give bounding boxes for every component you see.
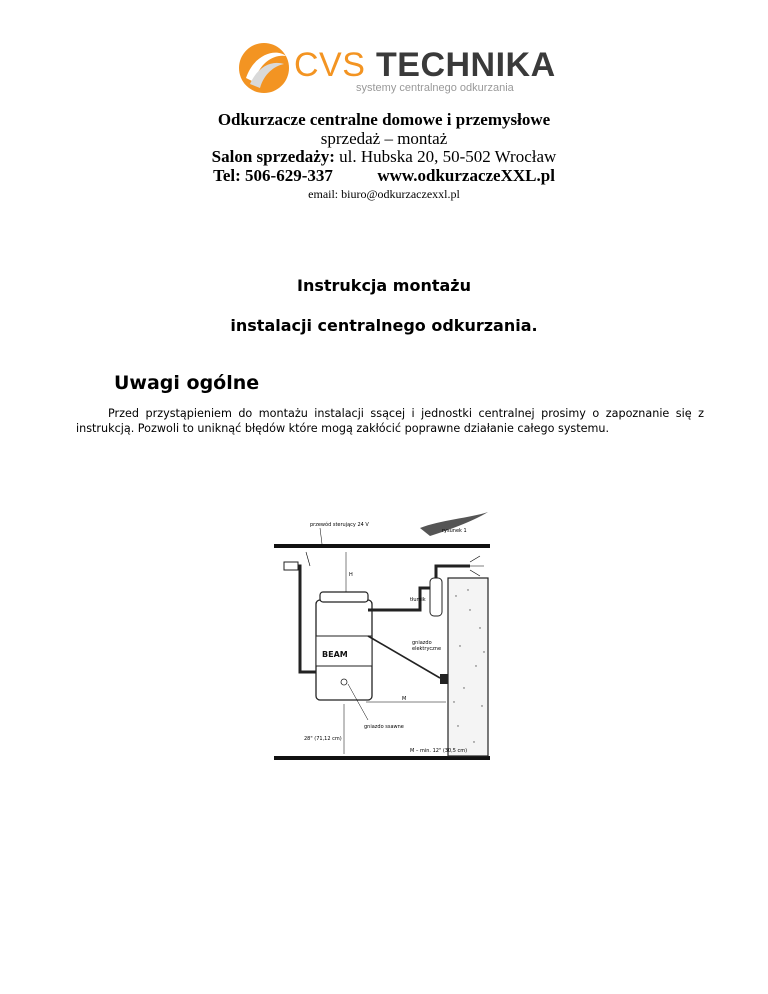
height-label: 28" (71,12 cm) (304, 736, 342, 742)
header-salon (0, 147, 768, 167)
section-heading: Uwagi ogólne (114, 372, 260, 394)
outlet-label-2: elektryczne (412, 646, 442, 652)
brand-label: BEAM (322, 650, 348, 659)
h-label: H (349, 572, 353, 578)
suction-pipe-left (290, 566, 316, 672)
muffler-label: tłumik (410, 597, 426, 603)
salon-address: ul. Hubska 20, 50-502 Wrocław (339, 147, 557, 166)
figure-label: rysunek 1 (442, 528, 467, 534)
header-www[interactable]: www.odkurzaczeXXL.pl (377, 166, 555, 185)
header-contact (0, 166, 768, 186)
wall (448, 578, 488, 756)
header-line1: Odkurzacze centralne domowe i przemysłowe (217, 110, 551, 129)
ceiling-line (274, 544, 490, 548)
intro-paragraph: Przed przystąpieniem do montażu instalacji ssącej i jednostki centralnej prosimy o zapoznanie się z instrukcją. Pozwoli to uniknąć błędów które mogą zakłócić poprawne działanie całego systemu. (76, 407, 704, 435)
company-logo (236, 40, 556, 96)
document-title-line2: instalacji centralnego odkurzania. (230, 316, 538, 335)
wire-label: przewód sterujący 24 V (310, 522, 369, 528)
min-label: M – min. 12" (30,5 cm) (410, 748, 468, 754)
logo-technika-text: TECHNIKA (376, 46, 556, 84)
pipe-elbow (284, 562, 298, 570)
outlet-label-1: gniazdo (412, 640, 432, 646)
electrical-outlet (440, 674, 448, 684)
inlet-label: gniazdo ssawne (364, 724, 404, 730)
m-label: M (402, 696, 407, 702)
header-email[interactable]: email: biuro@odkurzaczexxl.pl (308, 187, 460, 201)
document-title-line1: Instrukcja montażu (297, 276, 471, 295)
header-tel: Tel: 506-629-337 (213, 166, 333, 185)
installation-diagram (270, 506, 510, 768)
logo-swirl-icon (236, 40, 292, 96)
header-line2: sprzedaż – montaż (320, 129, 448, 148)
muffler (430, 578, 442, 616)
logo-tagline: systemy centralnego odkurzania (356, 82, 514, 94)
salon-label: Salon sprzedaży: (211, 147, 335, 166)
logo-cvs-text: CVS (294, 46, 366, 84)
